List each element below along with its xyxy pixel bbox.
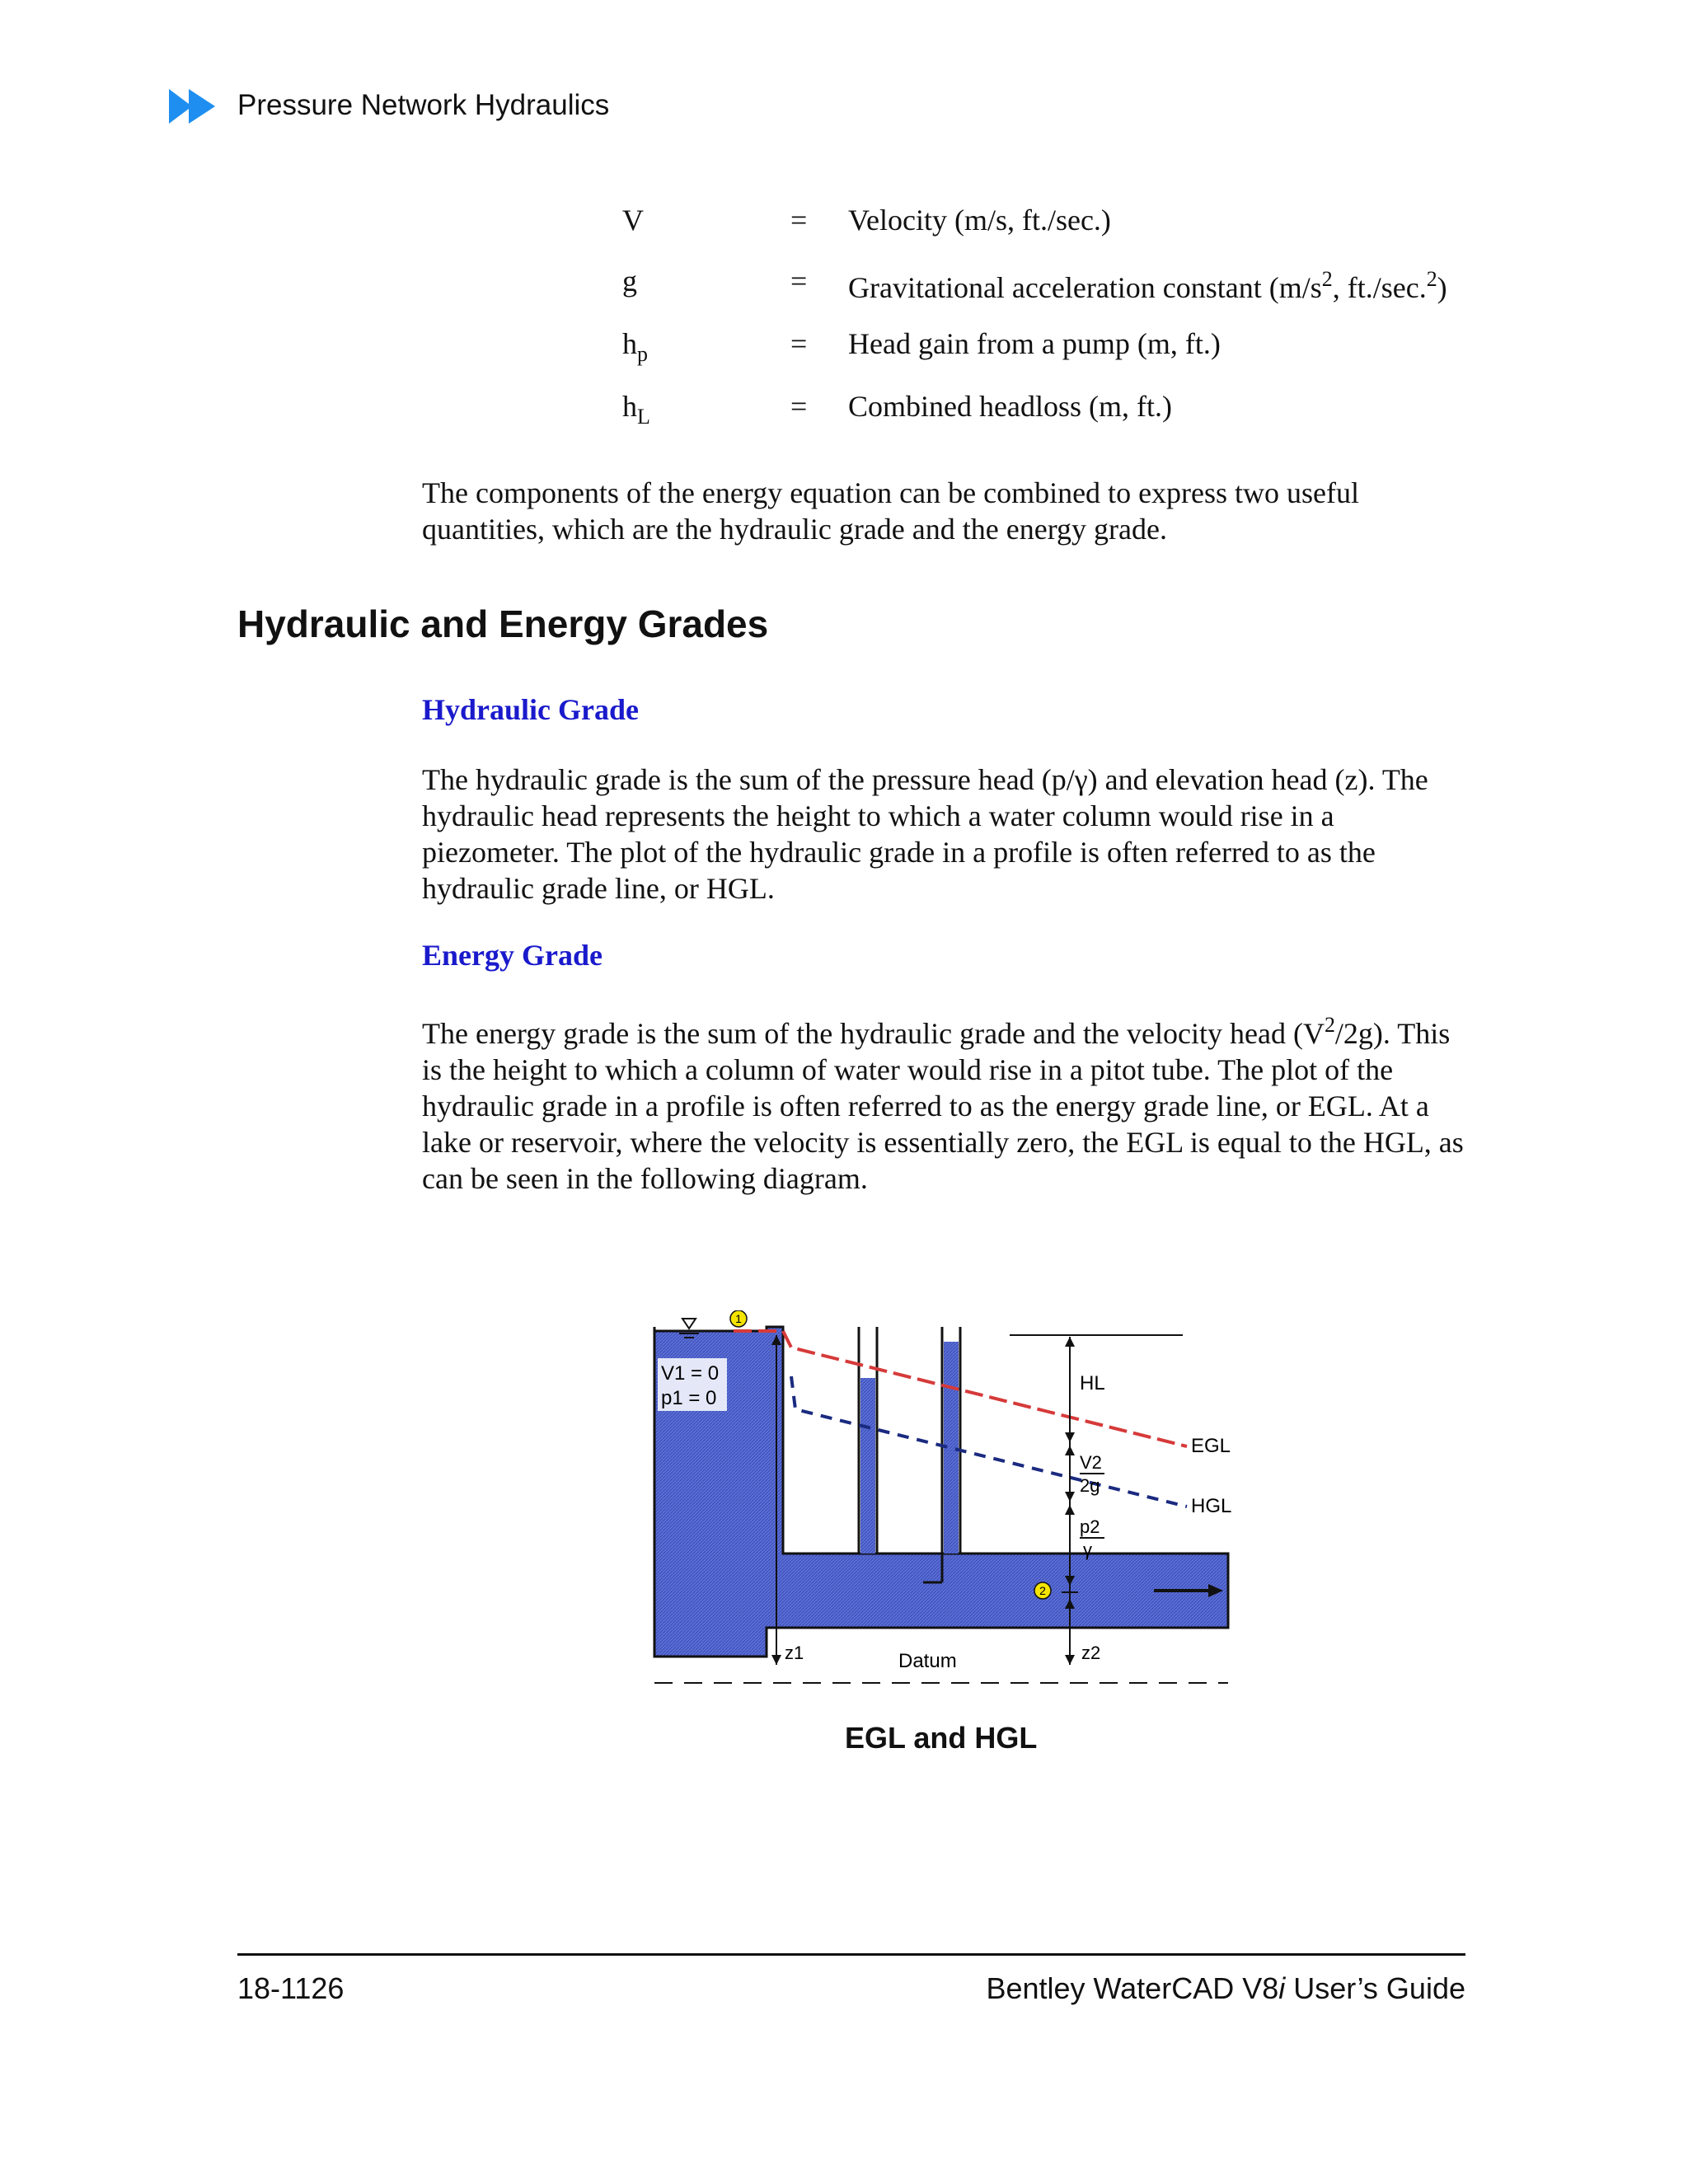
definition-description: Gravitational acceleration constant ($m/s^2$, ft./sec.$^2$) [848, 266, 1447, 304]
definition-row [622, 389, 1529, 438]
v1-label: V1 = 0 [661, 1362, 720, 1385]
running-header: Pressure Network Hydraulics [237, 89, 610, 121]
definition-equals: = [790, 204, 808, 237]
egl-label: EGL [1191, 1435, 1231, 1457]
definition-row [622, 326, 1529, 376]
definition-row [622, 203, 1529, 252]
piezometer-tube [860, 1378, 875, 1554]
page-number: 18-1126 [237, 1971, 345, 2005]
figure-caption: EGL and HGL [845, 1721, 1038, 1755]
intro-paragraph: The components of the energy equation can be combined to express two useful quantities, which are the hydraulic grade and the energy grade. [422, 476, 1360, 546]
point-1-label: 1 [735, 1312, 742, 1325]
definition-description: Combined headloss (m, ft.) [848, 390, 1172, 423]
definition-symbol: g [622, 265, 637, 298]
section-heading: Hydraulic and Energy Grades [237, 602, 769, 645]
definition-equals: = [790, 390, 808, 423]
headloss-label: HL [1080, 1372, 1105, 1394]
energy-grade-paragraph: The energy grade is the sum of the hydraulic grade and the velocity head $(V^2/2g)$. This is the height to which a column of water would rise in a pitot tube. The plot of the hydraulic grade in a profile is often referred to as the energy grade line, or EGL. At a lake or reservoir, where the velocity is essentially zero, the EGL is equal to the HGL, as can be seen in the following diagram. [422, 1012, 1464, 1195]
definition-description: Velocity (m/s, ft./sec.) [848, 204, 1111, 237]
pressure-head-denominator: γ [1083, 1540, 1092, 1560]
velocity-head-numerator: V2 [1080, 1452, 1102, 1473]
water-surface-icon [682, 1319, 696, 1329]
energy-grade-heading: Energy Grade [422, 939, 603, 972]
hgl-label: HGL [1191, 1495, 1232, 1517]
definition-equals: = [790, 327, 808, 360]
definition-description: Head gain from a pump (m, ft.) [848, 327, 1221, 360]
z1-label: z1 [785, 1643, 804, 1663]
definition-symbol: $h_p$ [622, 327, 648, 367]
pressure-head-numerator: p2 [1080, 1516, 1100, 1537]
velocity-head-denominator: 2g [1080, 1475, 1100, 1496]
footer-rule [237, 1953, 1465, 1956]
egl-hgl-diagram [643, 1310, 1245, 1706]
definition-symbol: $h_L$ [622, 390, 650, 429]
z2-label: z2 [1081, 1643, 1101, 1663]
definition-row [622, 264, 1529, 313]
p1-label: p1 = 0 [661, 1387, 717, 1409]
hydraulic-grade-paragraph: The hydraulic grade is the sum of the pressure head (p/γ) and elevation head (z). The hydraulic head represents the height to which a water column would rise in a piezometer. The plot of the hydraulic grade in a profile is often referred to as the hydraulic grade line, or HGL. [422, 763, 1428, 905]
datum-label: Datum [898, 1650, 957, 1672]
definition-symbol: V [622, 204, 644, 237]
guide-title: Bentley WaterCAD V8i User’s Guide [986, 1971, 1465, 2005]
double-chevron-icon [169, 89, 222, 124]
point-2-label: 2 [1039, 1584, 1046, 1597]
definition-equals: = [790, 265, 808, 298]
hgl-line [791, 1376, 1187, 1507]
hydraulic-grade-heading: Hydraulic Grade [422, 693, 639, 726]
